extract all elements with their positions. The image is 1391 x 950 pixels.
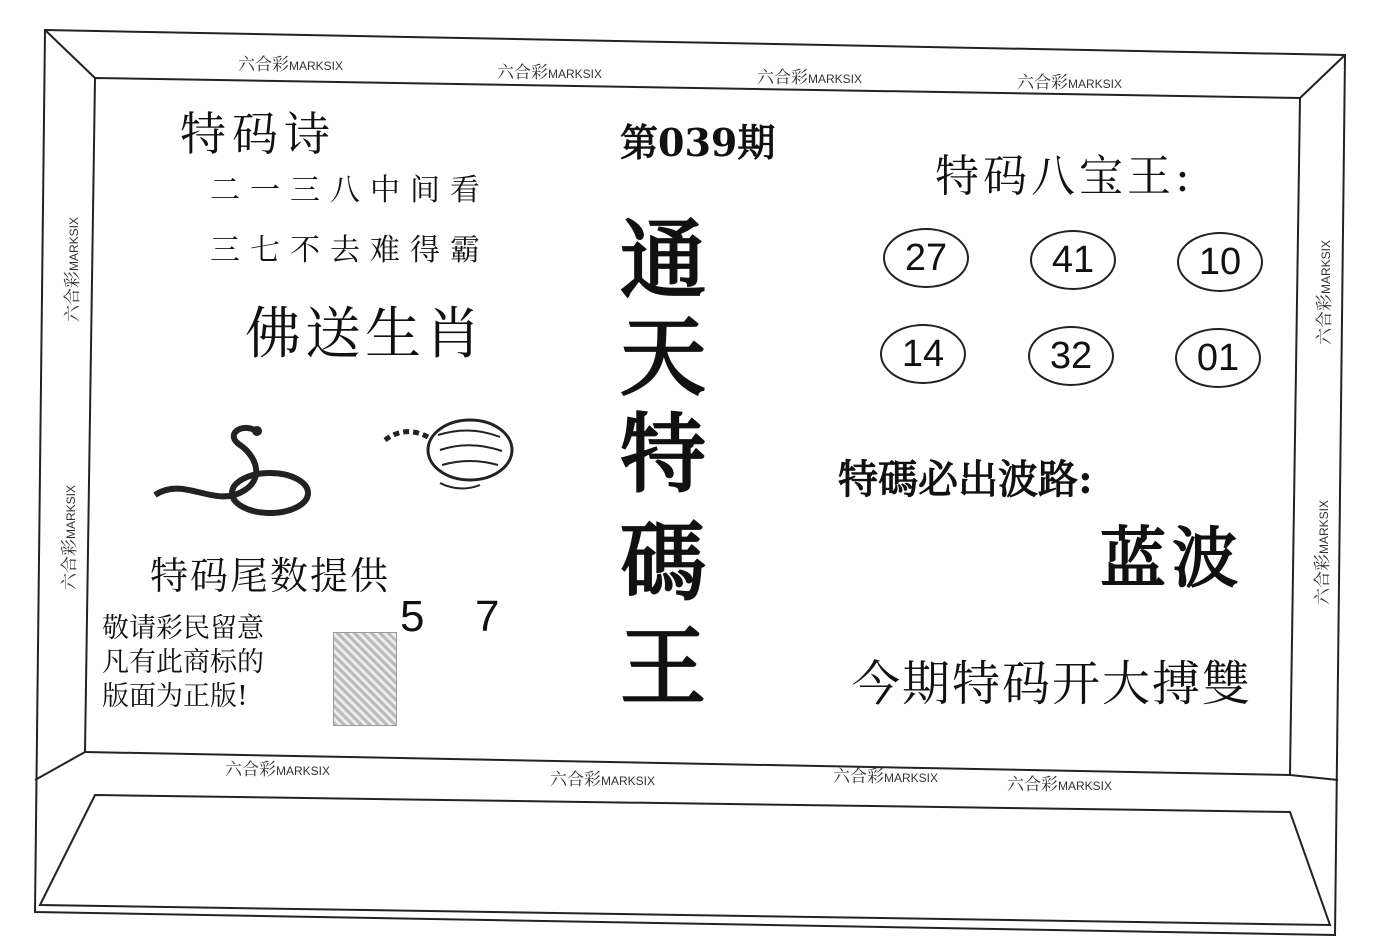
watermark-left-1: 六合彩MARKSIX: [63, 216, 83, 322]
center-char-5: 王: [620, 617, 706, 718]
tiger-icon: [380, 405, 520, 495]
center-char-1: 通: [620, 210, 706, 311]
notice-line-2: 凡有此商标的: [102, 647, 264, 678]
stamp-icon: [333, 632, 397, 726]
number-circle: 27: [883, 228, 969, 288]
watermark-bottom-1: 六合彩MARKSIX: [225, 760, 331, 780]
watermark-top-1: 六合彩MARKSIX: [238, 55, 344, 75]
poem-title: 特码诗: [180, 107, 336, 161]
notice-text: [102, 612, 264, 714]
number-circle: 41: [1030, 230, 1116, 290]
watermark-top-2: 六合彩MARKSIX: [497, 63, 603, 83]
slogan: 佛送生肖: [245, 302, 485, 367]
watermark-top-3: 六合彩MARKSIX: [757, 68, 863, 88]
eight-treasure-title: 特码八宝王:: [935, 151, 1194, 202]
poem-line-2: 三七不去难得霸: [210, 233, 490, 268]
watermark-bottom-4: 六合彩MARKSIX: [1007, 775, 1113, 795]
watermark-bottom-3: 六合彩MARKSIX: [833, 767, 939, 787]
watermark-left-2: 六合彩MARKSIX: [60, 484, 80, 590]
tail-digit-1: 5: [400, 592, 425, 641]
issue-number: 第039期: [620, 120, 776, 165]
poem-line-1: 二一三八中间看: [210, 173, 490, 208]
tail-digit-2: 7: [475, 592, 500, 641]
center-char-2: 天: [620, 307, 706, 408]
notice-line-1: 敬请彩民留意: [102, 613, 264, 644]
wave-value: 蓝波: [1100, 519, 1244, 597]
snake-icon: [145, 415, 315, 520]
watermark-top-4: 六合彩MARKSIX: [1017, 73, 1123, 93]
number-circle: 32: [1028, 326, 1114, 386]
center-char-3: 特: [620, 404, 706, 505]
watermark-bottom-2: 六合彩MARKSIX: [550, 770, 656, 790]
tail-label: 特码尾数提供: [150, 554, 391, 598]
notice-line-3: 版面为正版!: [102, 681, 248, 712]
number-circle: 10: [1177, 232, 1263, 292]
footer-text: 今期特码开大搏雙: [852, 656, 1253, 712]
number-circle: 14: [880, 324, 966, 384]
watermark-right-1: 六合彩MARKSIX: [1315, 239, 1335, 345]
watermark-right-2: 六合彩MARKSIX: [1313, 499, 1333, 605]
number-circle: 01: [1175, 328, 1261, 388]
center-char-4: 碼: [620, 512, 706, 613]
wave-label: 特碼必出波路:: [838, 456, 1093, 503]
